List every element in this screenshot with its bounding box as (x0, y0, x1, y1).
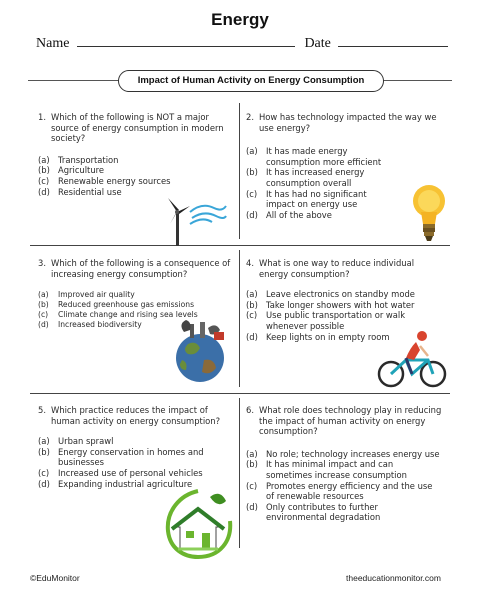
footer-website[interactable]: theeducationmonitor.com (346, 573, 441, 583)
question-number: 5. (38, 405, 46, 415)
answer-option-a[interactable]: (a) Urban sprawl (38, 436, 114, 447)
answer-option-c[interactable]: (c) Increased use of personal vehicles (38, 467, 203, 478)
answer-option-b[interactable]: (b) It has increased energy consumption overall (246, 167, 365, 188)
answer-option-a[interactable]: (a) It has made energy consumption more efficient (246, 146, 382, 167)
name-date-line (36, 36, 448, 52)
name-blank[interactable] (77, 46, 295, 47)
question-number: 4. (246, 258, 254, 268)
answer-option-a[interactable]: (a) Leave electronics on standby mode (246, 289, 415, 300)
question-card-6 (246, 405, 446, 523)
answer-option-c[interactable]: (c) Renewable energy sources (38, 175, 171, 186)
light-bulb-icon (412, 184, 446, 246)
answer-option-c[interactable]: (c) Use public transportation or walk whenever possible (246, 310, 406, 331)
question-number: 1. (38, 112, 46, 122)
answer-option-b[interactable]: (b) Take longer showers with hot water (246, 299, 415, 310)
question-text: How has technology impacted the way we use energy? (259, 112, 437, 133)
question-text: What is one way to reduce individual energy consumption? (259, 258, 415, 279)
grid-divider-horizontal-2 (30, 393, 450, 394)
question-number: 2. (246, 112, 254, 122)
answer-option-b[interactable]: (b) It has minimal impact and can sometimes increase consumption (246, 459, 407, 480)
date-blank[interactable] (338, 46, 448, 47)
answer-option-a[interactable]: (a) Improved air quality (38, 290, 135, 300)
footer-copyright: ©EduMonitor (30, 573, 80, 583)
grid-divider-vertical-1 (239, 103, 240, 239)
question-number: 3. (38, 258, 46, 268)
worksheet-title: Energy (211, 10, 269, 29)
question-text: Which of the following is NOT a major source of energy consumption in modern society? (51, 112, 224, 144)
green-house-icon (160, 487, 236, 559)
question-text: Which practice reduces the impact of human activity on energy consumption? (51, 405, 221, 426)
answer-option-a[interactable]: (a) Transportation (38, 154, 119, 165)
answer-option-a[interactable]: (a) No role; technology increases energy use (246, 448, 440, 459)
answer-option-d[interactable]: (d) Residential use (38, 186, 122, 197)
answer-option-d[interactable]: (d) Increased biodiversity (38, 319, 142, 329)
answer-option-d[interactable]: (d) Keep lights on in empty room (246, 331, 390, 342)
question-card-3 (38, 258, 234, 329)
answer-option-c[interactable]: (c) It has had no significant impact on energy use (246, 188, 367, 210)
grid-divider-vertical-2 (239, 250, 240, 387)
answer-option-b[interactable]: (b) Agriculture (38, 165, 105, 176)
grid-divider-horizontal-1 (30, 245, 450, 246)
answer-option-b[interactable]: (b) Reduced greenhouse gas emissions (38, 299, 195, 309)
question-text: What role does technology play in reducing the impact of human activity on energy consumption? (259, 405, 442, 437)
wind-turbine-icon (160, 192, 228, 250)
question-text: Which of the following is a consequence of increasing energy consumption? (51, 258, 231, 279)
grid-divider-vertical-3 (239, 398, 240, 548)
polluted-earth-icon (160, 320, 236, 384)
answer-option-c[interactable]: (c) Climate change and rising sea levels (38, 309, 198, 319)
answer-option-c[interactable]: (c) Promotes energy efficiency and the use of renewable resources (246, 480, 433, 502)
question-card-5 (38, 405, 234, 489)
answer-option-b[interactable]: (b) Energy conservation in homes and businesses (38, 446, 204, 468)
section-banner: Impact of Human Activity on Energy Consumption (118, 70, 384, 92)
answer-option-d[interactable]: (d) Expanding industrial agriculture (38, 478, 193, 489)
date-label: Date (304, 36, 331, 51)
question-number: 6. (246, 405, 254, 415)
name-label: Name (36, 36, 70, 51)
question-card-1 (38, 112, 234, 197)
answer-option-d[interactable]: (d) All of the above (246, 209, 332, 220)
answer-option-d[interactable]: (d) Only contributes to further environmental degradation (246, 501, 381, 523)
cyclist-icon (376, 330, 448, 390)
